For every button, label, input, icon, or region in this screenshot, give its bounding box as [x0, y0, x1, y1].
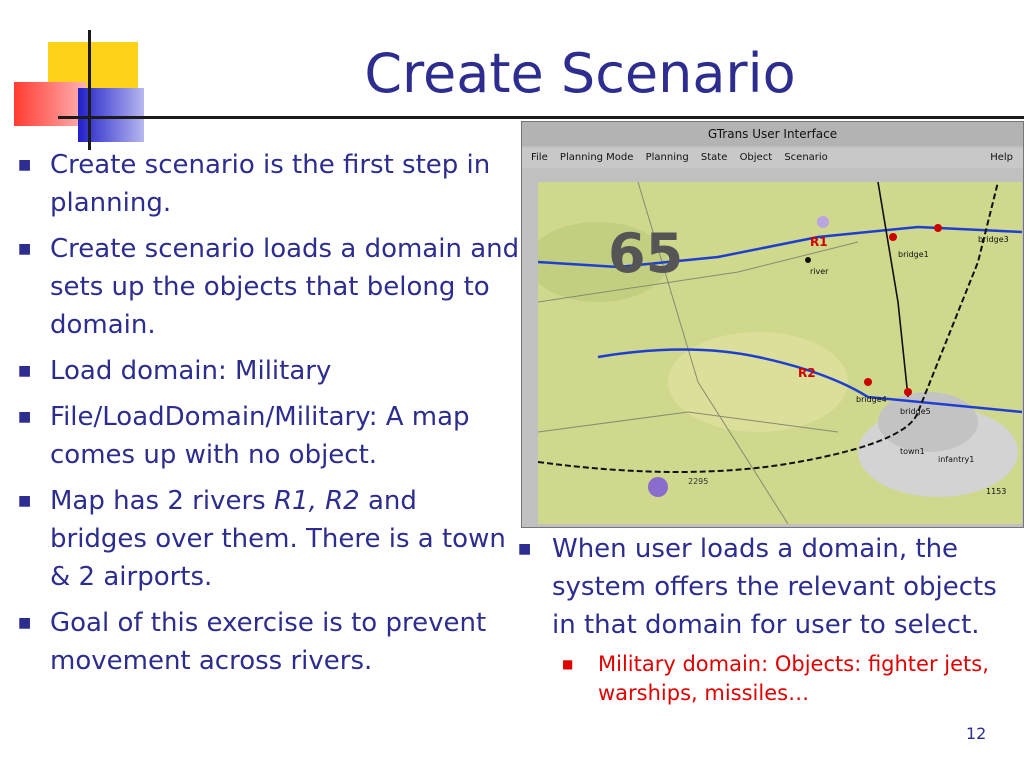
slide-title: Create Scenario [364, 42, 796, 105]
map-label-r1: R1 [810, 235, 828, 249]
map-label-bridge4: bridge4 [856, 395, 887, 404]
bullet-item: ■ Goal of this exercise is to prevent movement across rivers. [10, 604, 520, 680]
square-bullet-icon: ■ [18, 615, 32, 631]
menu-object: Object [739, 152, 773, 163]
map-number-label: 65 [608, 222, 684, 285]
map-label-river: river [810, 267, 829, 276]
map-label-bridge5: bridge5 [900, 407, 931, 416]
map-label-bridge1: bridge1 [898, 250, 929, 259]
deco-red-square [14, 82, 86, 126]
sub-bullet-list [552, 650, 1012, 708]
square-bullet-icon: ■ [18, 241, 32, 257]
map-label-infantry1: infantry1 [938, 455, 975, 464]
menu-help: Help [990, 152, 1013, 163]
square-bullet-icon: ■ [18, 363, 32, 379]
square-bullet-icon: ■ [18, 157, 32, 173]
bullet-item: ■ Load domain: Military [10, 352, 520, 390]
menu-planning-mode: Planning Mode [559, 152, 634, 163]
map-drawing [538, 182, 1022, 524]
right-bullet-list [512, 530, 1012, 708]
square-bullet-icon: ■ [562, 657, 574, 671]
deco-vertical-line [88, 30, 91, 150]
page-number: 12 [966, 724, 987, 743]
bullet-item: ■ Create scenario loads a domain and sets up the objects that belong to domain. [10, 230, 520, 344]
left-bullet-list [10, 146, 520, 688]
gtrans-screenshot [521, 121, 1024, 528]
menu-scenario: Scenario [784, 152, 828, 163]
title-underline [58, 116, 1024, 119]
menu-planning: Planning [645, 152, 689, 163]
bullet-item: ■ Map has 2 rivers R1, R2 and bridges over them. There is a town & 2 airports. [10, 482, 520, 596]
map-view [538, 182, 1022, 524]
bullet-item: ■ When user loads a domain, the system offers the relevant objects in that domain for user to select. ■ Military domain: Objects: fighter jets, warships, missiles… [512, 530, 1012, 708]
square-bullet-icon: ■ [18, 409, 32, 425]
window-menubar [522, 148, 1023, 168]
square-bullet-icon: ■ [518, 541, 532, 557]
map-label-town1: town1 [900, 447, 925, 456]
square-bullet-icon: ■ [18, 493, 32, 509]
map-label-1153: 1153 [986, 487, 1007, 496]
window-title: GTrans User Interface [522, 122, 1023, 146]
menu-state: State [700, 152, 728, 163]
bullet-item: ■ Create scenario is the first step in planning. [10, 146, 520, 222]
map-label-bridge3: bridge3 [978, 235, 1009, 244]
sub-bullet-item: ■ Military domain: Objects: fighter jets, warships, missiles… [562, 652, 989, 705]
map-label-2295: 2295 [688, 477, 709, 486]
menu-file: File [531, 152, 548, 163]
map-label-r2: R2 [798, 366, 816, 380]
bullet-item: ■ File/LoadDomain/Military: A map comes up with no object. [10, 398, 520, 474]
